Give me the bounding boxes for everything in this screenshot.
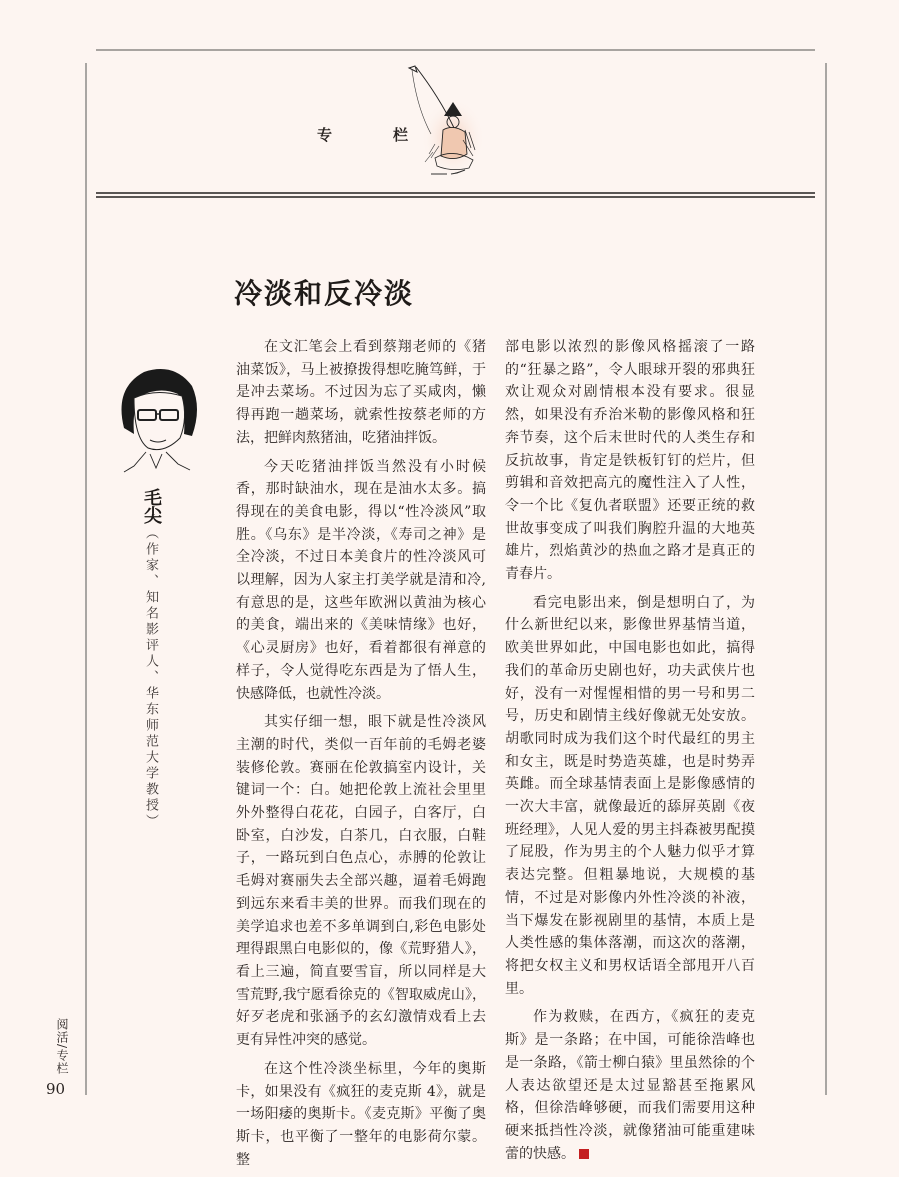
right-frame-line bbox=[825, 63, 827, 1095]
header-double-rule-top bbox=[96, 192, 815, 194]
paragraph-final-text: 作为救赎，在西方，《疯狂的麦克斯》是一条路；在中国，可能徐浩峰也是一条路，《箭士柳白猿》里虽然徐的个人表达欲望还是太过显豁甚至拖累风格，但徐浩峰够硬，而我们需要用这种硬来抵挡性冷淡，就像猪油可能重建味蕾的快感。 bbox=[505, 1009, 755, 1162]
page-number: 90 bbox=[46, 1080, 66, 1098]
paragraph: 今天吃猪油拌饭当然没有小时候香，那时缺油水，现在是油水太多。搞得现在的美食电影，得以“性冷淡风”取胜。《乌东》是半冷淡，《寿司之神》是全冷淡，不过日本美食片的性冷淡风可以理解，因为人家主打美学就是清和冷,有意思的是，这些年欧洲以黄油为核心的美食，端出来的《美味情缘》也好，《心灵厨房》也好，看着都很有禅意的样子，令人觉得吃东西是为了悟人生，快感降低，也就性冷淡。 bbox=[236, 458, 486, 702]
paragraph: 在文汇笔会上看到蔡翔老师的《猪油菜饭》，马上被撩拨得想吃腌笃鲜，于是冲去菜场。不过因为忘了买咸肉，懒得再跑一趟菜场，就索性按蔡老师的方法，把鲜肉熬猪油，吃猪油拌饭。 bbox=[236, 339, 486, 446]
paragraph-continued: 部电影以浓烈的影像风格摇滚了一路的“狂暴之路”，令人眼球开裂的邪典狂欢让观众对剧情根本没有要求。很显然，如果没有乔治米勒的影像风格和狂奔节奏，这个后末世时代的人类生存和反抗故事，肯定是铁板钉钉的烂片，但剪辑和音效把高亢的魔性注入了人性，令一个比《复仇者联盟》还要正统的救世故事变成了叫我们胸腔升温的大地英雄片，烈焰黄沙的热血之路才是真正的青春片。 bbox=[505, 339, 755, 583]
paragraph: 其实仔细一想，眼下就是性冷淡风主潮的时代，类似一百年前的毛姆老婆装修伦敦。赛丽在伦敦搞室内设计，关键词一个：白。她把伦敦上流社会里里外外整得白花花，白园子，白客厅，白卧室，白沙发，白茶几，白衣服，白鞋子，一路玩到白色点心，赤膊的伦敦让毛姆对赛丽失去全部兴趣，逼着毛姆跑到远东来看丰美的世界。而我们现在的美学追求也差不多单调到白,彩色电影处理得跟黑白电影似的，像《荒野猎人》，看上三遍，简直要雪盲，所以同样是大雪荒野,我宁愿看徐克的《智取威虎山》，好歹老虎和张涵予的玄幻激情戏看上去更有异性冲突的感觉。 bbox=[236, 714, 486, 1049]
header-double-rule-bottom bbox=[96, 196, 815, 198]
column-label-lan: 栏 bbox=[393, 126, 409, 144]
article-title: 冷淡和反冷淡 bbox=[234, 277, 415, 310]
author-byline bbox=[142, 488, 168, 830]
paragraph: 在这个性冷淡坐标里，今年的奥斯卡，如果没有《疯狂的麦克斯 4》，就是一场阳痿的奥斯卡。《麦克斯》平衡了奥斯卡，也平衡了一整年的电影荷尔蒙。整 bbox=[236, 1060, 486, 1168]
author-portrait bbox=[104, 358, 210, 478]
paragraph-final bbox=[505, 1006, 755, 1165]
article-column-left bbox=[236, 336, 486, 1177]
author-name: 毛尖 bbox=[141, 488, 162, 524]
left-frame-line bbox=[85, 63, 87, 1095]
section-label: 阅活/专栏 bbox=[55, 1018, 69, 1076]
column-label-zhuan: 专 bbox=[317, 126, 333, 144]
paragraph: 看完电影出来，倒是想明白了，为什么新世纪以来，影像世界基情当道，欧美世界如此，中国电影也如此，搞得我们的革命历史剧也好，功夫武侠片也好，没有一对惺惺相惜的男一号和男二号，历史和剧情主线好像就无处安放。胡歌同时成为我们这个时代最红的男主和女主，既是时势造英雄，也是时势弄英雌。而全球基情表面上是影像感情的一次大丰富，就像最近的舔屏英剧《夜班经理》，人见人爱的男主抖森被男配摸了屁股，作为男主的个人魅力似乎才算表达完整。但粗暴地说，大规模的基情，不过是对影像内外性冷淡的补液，当下爆发在影视剧里的基情，本质上是人类性感的集体落潮，而这次的落潮，将把女权主义和男权话语全部甩开八百里。 bbox=[505, 594, 755, 997]
end-mark-icon bbox=[579, 1149, 589, 1159]
author-description: （作家、知名影评人、华东师范大学教授） bbox=[143, 526, 158, 830]
article-column-right bbox=[505, 336, 755, 1171]
fisherman-illustration bbox=[395, 58, 505, 182]
top-rule bbox=[96, 49, 815, 51]
